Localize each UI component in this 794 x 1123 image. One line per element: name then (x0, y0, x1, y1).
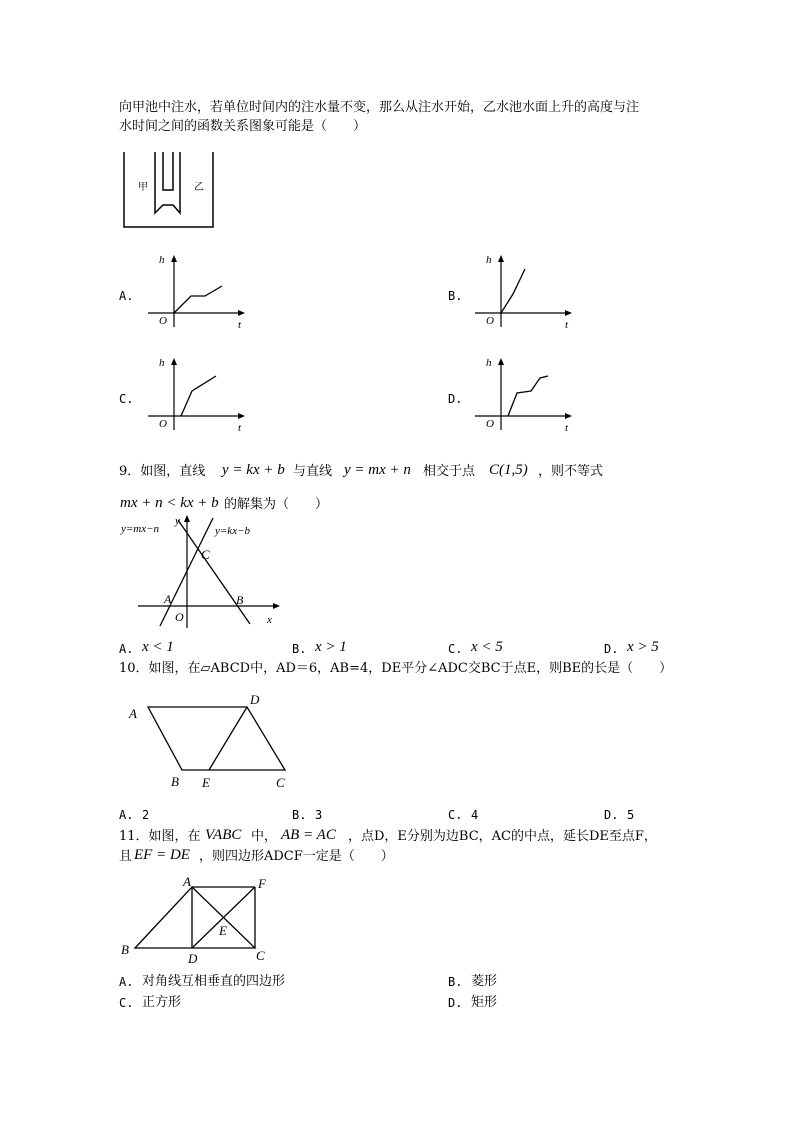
q11-option-c-text: 正方形 (142, 995, 182, 1010)
q10-figure (125, 690, 300, 795)
q10-text: 10．如图，在▱ABCD中，AD＝6，AB=4，DE平分∠ADC交BC于点E，则BE的长是（ ） (119, 661, 673, 676)
q9-option-d-letter: D. (604, 642, 619, 656)
q9-mid: 与直线 (293, 464, 333, 479)
q11-line1-c: ，点D，E分别为边BC，AC的中点，延长DE至点F， (348, 829, 657, 844)
svg-text:y=kx−b: y=kx−b (215, 525, 250, 537)
pool-right-label: 乙 (194, 182, 204, 193)
q9-option-a-expr: x < 1 (142, 639, 174, 655)
q11-option-a-text: 对角线互相垂直的四边形 (142, 974, 286, 989)
q11-option-d-letter: D. (448, 996, 463, 1010)
q10-option-a-letter: A. (119, 808, 134, 822)
svg-text:F: F (258, 876, 266, 891)
q8-graph-b (472, 252, 577, 332)
q11-option-b-letter: B. (448, 975, 463, 989)
svg-text:O: O (159, 315, 167, 327)
q10-option-d-letter: D. (604, 808, 619, 822)
q8-graph-c (145, 355, 250, 435)
svg-text:y=mx−n: y=mx−n (121, 523, 160, 535)
q10-option-d-value: 5 (627, 808, 635, 822)
svg-text:A: A (129, 706, 137, 721)
svg-text:x: x (267, 614, 272, 626)
svg-text:y: y (175, 515, 180, 527)
pool-left-label: 甲 (138, 182, 148, 193)
svg-text:D: D (188, 951, 198, 966)
q9-option-d-expr: x > 5 (627, 639, 659, 655)
q11-line2-a: 且 (119, 849, 133, 864)
q9-point: C(1,5) (489, 462, 528, 478)
q9-option-b-letter: B. (292, 642, 307, 656)
svg-text:C: C (276, 775, 285, 790)
q8-text-line1: 向甲池中注水，若单位时间内的注水量不变，那么从注水开始，乙水池水面上升的高度与注 (119, 100, 640, 115)
pool-figure (118, 150, 218, 230)
svg-text:h: h (486, 357, 492, 369)
q9-option-b-expr: x > 1 (315, 639, 347, 655)
svg-text:C: C (201, 547, 210, 562)
q8-option-b-letter: B. (448, 289, 463, 303)
q9-option-c-expr: x < 5 (471, 639, 503, 655)
svg-text:O: O (159, 418, 167, 430)
q8-option-c-letter: C. (119, 392, 134, 406)
q8-text-line2: 水时间之间的函数关系图象可能是（ ） (119, 119, 367, 134)
q9-mid2: 相交于点 (423, 464, 476, 479)
svg-text:B: B (121, 942, 129, 957)
q9-figure (115, 510, 285, 630)
svg-text:t: t (565, 319, 569, 331)
q11-eq2: EF = DE (134, 847, 190, 863)
q11-line1-b: 中， (251, 829, 278, 844)
q10-option-b-letter: B. (292, 808, 307, 822)
svg-text:O: O (486, 418, 494, 430)
svg-text:t: t (238, 422, 242, 434)
q10-option-c-letter: C. (448, 808, 463, 822)
svg-text:D: D (250, 692, 260, 707)
svg-text:B: B (171, 774, 179, 789)
svg-text:E: E (202, 775, 210, 790)
q11-line1-a: 11．如图，在 (119, 829, 201, 844)
q8-graph-d (472, 355, 577, 435)
svg-text:B: B (236, 593, 244, 607)
q11-figure (115, 870, 285, 970)
svg-text:t: t (238, 319, 242, 331)
q11-option-a-letter: A. (119, 975, 134, 989)
svg-text:h: h (486, 254, 492, 266)
svg-text:h: h (159, 254, 165, 266)
q11-line2-b: ，则四边形ADCF一定是（ ） (199, 849, 394, 864)
q11-option-d-text: 矩形 (471, 995, 498, 1010)
q9-line1-eq: y = kx + b (222, 462, 285, 478)
svg-text:h: h (159, 357, 165, 369)
q9-inequality: mx + n < kx + b (120, 495, 219, 511)
q11-option-c-letter: C. (119, 996, 134, 1010)
q10-option-c-value: 4 (471, 808, 479, 822)
q10-option-a-value: 2 (142, 808, 150, 822)
q8-graph-a (145, 252, 250, 332)
q9-ineq-suffix: 的解集为（ ） (224, 497, 329, 512)
q11-option-b-text: 菱形 (471, 974, 498, 989)
q9-prefix: 9．如图，直线 (119, 464, 206, 479)
q9-suffix: ，则不等式 (538, 464, 604, 479)
q9-line2-eq: y = mx + n (344, 462, 411, 478)
svg-text:C: C (256, 948, 265, 963)
q10-option-b-value: 3 (315, 808, 323, 822)
svg-text:t: t (565, 422, 569, 434)
q11-eq1: AB = AC (281, 827, 336, 843)
svg-text:A: A (164, 592, 172, 606)
svg-text:O: O (175, 610, 184, 624)
svg-text:A: A (183, 874, 191, 889)
q9-option-a-letter: A. (119, 642, 134, 656)
q9-option-c-letter: C. (448, 642, 463, 656)
q11-triangle: VABC (205, 827, 242, 843)
svg-text:O: O (486, 315, 494, 327)
svg-text:E: E (219, 923, 227, 938)
q8-option-d-letter: D. (448, 392, 463, 406)
q8-option-a-letter: A. (119, 289, 134, 303)
